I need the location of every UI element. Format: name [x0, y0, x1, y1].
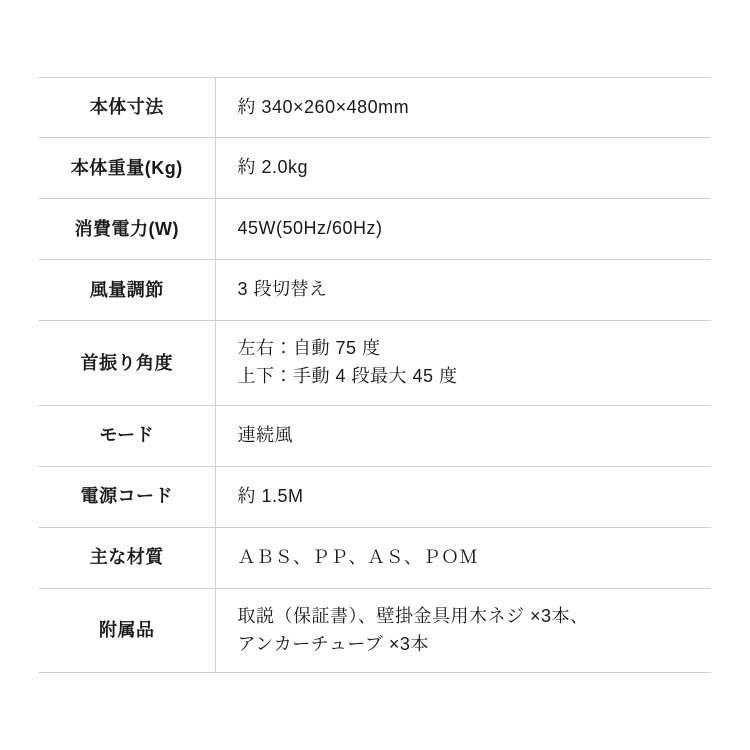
spec-value: [215, 260, 711, 321]
spec-value: [215, 138, 711, 199]
spec-value-line: 3 段切替え: [237, 279, 328, 300]
spec-value-line: アンカーチューブ ×3本: [237, 633, 429, 654]
spec-label: 本体寸法: [39, 77, 215, 138]
specification-table-body: [39, 77, 711, 673]
spec-label: 風量調節: [39, 260, 215, 321]
spec-value-line: 連続風: [237, 424, 293, 445]
spec-label: 本体重量(Kg): [39, 138, 215, 199]
table-row: [39, 527, 711, 588]
spec-value: [215, 527, 711, 588]
spec-value: [215, 199, 711, 260]
spec-value-line: 取説（保証書）、壁掛金具用木ネジ ×3本、: [237, 605, 589, 626]
spec-value-line: 約 1.5M: [237, 485, 304, 506]
specification-table: [39, 77, 711, 674]
spec-label: 電源コード: [39, 466, 215, 527]
table-row: [39, 321, 711, 406]
spec-value-line: 上下：手動 4 段最大 45 度: [237, 366, 458, 387]
spec-value: [215, 321, 711, 406]
spec-label: モード: [39, 405, 215, 466]
spec-label: 附属品: [39, 588, 215, 673]
spec-label: 消費電力(W): [39, 199, 215, 260]
spec-value-line: ＡＢＳ、ＰＰ、ＡＳ、ＰＯＭ: [237, 546, 478, 567]
spec-value-line: 約 2.0kg: [237, 157, 309, 178]
table-row: [39, 199, 711, 260]
spec-label: 首振り角度: [39, 321, 215, 406]
spec-value: [215, 466, 711, 527]
table-row: [39, 466, 711, 527]
spec-label: 主な材質: [39, 527, 215, 588]
table-row: [39, 405, 711, 466]
spec-value: [215, 588, 711, 673]
spec-value-line: 左右：自動 75 度: [237, 338, 381, 359]
spec-value-line: 45W(50Hz/60Hz): [237, 218, 383, 239]
table-row: [39, 588, 711, 673]
table-row: [39, 260, 711, 321]
spec-value-line: 約 340×260×480mm: [237, 96, 410, 117]
table-row: [39, 77, 711, 138]
spec-value: [215, 405, 711, 466]
spec-value: [215, 77, 711, 138]
table-row: [39, 138, 711, 199]
